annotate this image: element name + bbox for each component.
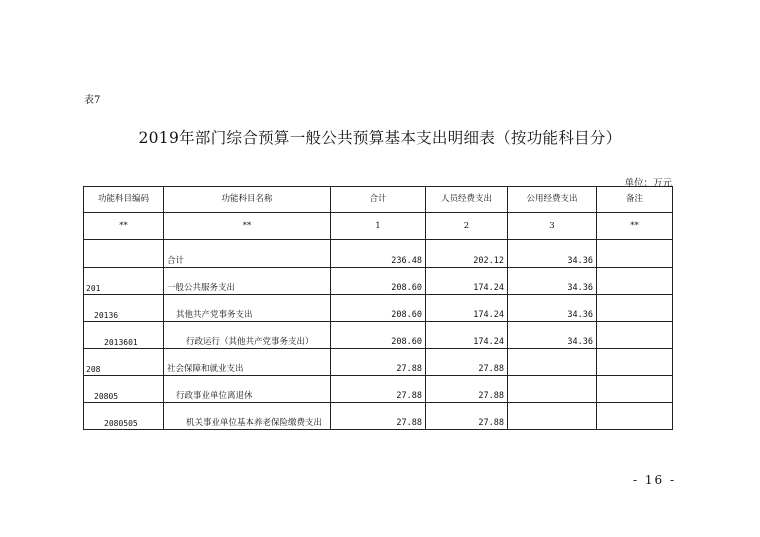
remark-cell	[597, 376, 673, 403]
table-row	[84, 322, 673, 349]
table-number-label: 表7	[84, 95, 101, 106]
total-code-cell	[84, 240, 164, 268]
total-cell: 208.60	[331, 295, 426, 322]
name-cell: 行政事业单位离退休	[164, 376, 331, 403]
name-cell: 其他共产党事务支出	[164, 295, 331, 322]
unit-label: 单位：万元	[624, 178, 672, 189]
personnel-cell: 174.24	[426, 268, 508, 295]
public-cell: 34.36	[508, 322, 597, 349]
remark-cell	[597, 403, 673, 430]
name-cell: 行政运行（其他共产党事务支出）	[164, 322, 331, 349]
total-cell: 27.88	[331, 376, 426, 403]
total-remark-cell	[597, 240, 673, 268]
personnel-cell: 27.88	[426, 349, 508, 376]
personnel-cell: 174.24	[426, 322, 508, 349]
column-header-public: 公用经费支出	[508, 187, 597, 213]
personnel-cell: 27.88	[426, 376, 508, 403]
personnel-cell: 27.88	[426, 403, 508, 430]
column-header-personnel: 人员经费支出	[426, 187, 508, 213]
code-cell: 208	[84, 349, 164, 376]
remark-cell	[597, 295, 673, 322]
name-cell: 机关事业单位基本养老保险缴费支出	[164, 403, 331, 430]
total-public-cell: 34.36	[508, 240, 597, 268]
total-cell: 27.88	[331, 403, 426, 430]
total-personnel-cell: 202.12	[426, 240, 508, 268]
remark-cell	[597, 268, 673, 295]
table-row	[84, 268, 673, 295]
column-header-remark: 备注	[597, 187, 673, 213]
code-cell: 201	[84, 268, 164, 295]
index-cell: **	[84, 213, 164, 240]
index-cell: 3	[508, 213, 597, 240]
total-amount-cell: 236.48	[331, 240, 426, 268]
table-header-row	[84, 187, 673, 213]
remark-cell	[597, 349, 673, 376]
table-row	[84, 295, 673, 322]
index-cell: **	[164, 213, 331, 240]
public-cell	[508, 376, 597, 403]
column-header-name: 功能科目名称	[164, 187, 331, 213]
code-cell: 2013601	[84, 322, 164, 349]
column-header-total: 合计	[331, 187, 426, 213]
expenditure-table	[83, 186, 673, 430]
name-cell: 社会保障和就业支出	[164, 349, 331, 376]
personnel-cell: 174.24	[426, 295, 508, 322]
document-title: 2019年部门综合预算一般公共预算基本支出明细表（按功能科目分）	[138, 129, 622, 147]
code-cell: 20805	[84, 376, 164, 403]
code-cell: 2080505	[84, 403, 164, 430]
total-cell: 208.60	[331, 268, 426, 295]
page-number: - 16 -	[632, 473, 676, 487]
public-cell	[508, 349, 597, 376]
code-cell: 20136	[84, 295, 164, 322]
index-cell: 2	[426, 213, 508, 240]
table-row	[84, 376, 673, 403]
table-row	[84, 403, 673, 430]
column-index-row	[84, 213, 673, 240]
total-name-cell: 合计	[164, 240, 331, 268]
total-row	[84, 240, 673, 268]
table-row	[84, 349, 673, 376]
total-cell: 208.60	[331, 322, 426, 349]
index-cell: 1	[331, 213, 426, 240]
total-cell: 27.88	[331, 349, 426, 376]
index-cell: **	[597, 213, 673, 240]
name-cell: 一般公共服务支出	[164, 268, 331, 295]
public-cell: 34.36	[508, 268, 597, 295]
remark-cell	[597, 322, 673, 349]
public-cell	[508, 403, 597, 430]
public-cell: 34.36	[508, 295, 597, 322]
column-header-code: 功能科目编码	[84, 187, 164, 213]
